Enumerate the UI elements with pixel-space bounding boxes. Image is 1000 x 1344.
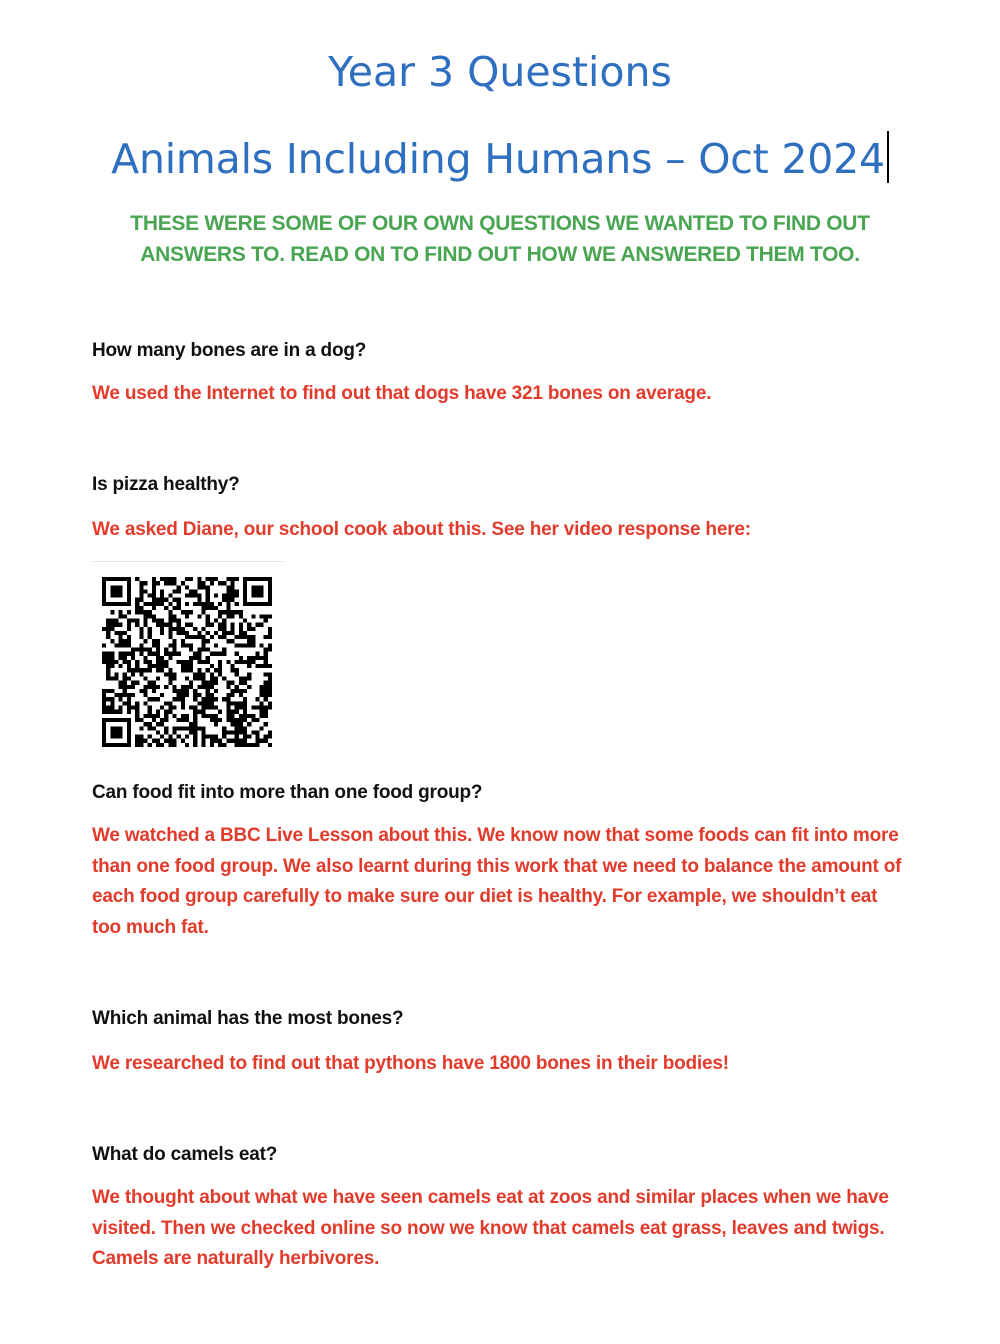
question-4: Which animal has the most bones? <box>92 1008 404 1029</box>
divider <box>92 561 284 562</box>
intro-text: THESE WERE SOME OF OUR OWN QUESTIONS WE WANTED TO FIND OUT ANSWERS TO. READ ON TO FIND OUT HOW WE ANSWERED THEM TOO. <box>130 212 870 266</box>
question-1: How many bones are in a dog? <box>92 340 367 361</box>
text-cursor <box>887 131 889 183</box>
page-title: Year 3 Questions <box>328 48 672 96</box>
question-3: Can food fit into more than one food group? <box>92 782 483 803</box>
qr-code-icon[interactable] <box>102 577 272 747</box>
subtitle-text: Animals Including Humans – Oct 2024 <box>111 135 885 183</box>
answer-4: We researched to find out that pythons have 1800 bones in their bodies! <box>92 1053 729 1074</box>
question-5: What do camels eat? <box>92 1144 278 1165</box>
question-2: Is pizza healthy? <box>92 474 240 495</box>
answer-2: We asked Diane, our school cook about this. See her video response here: <box>92 519 751 540</box>
answer-5: We thought about what we have seen camels eat at zoos and similar places when we have visited. Then we checked online so now we know that camels eat grass, leaves and twigs. Camels are naturally herbivores. <box>92 1187 889 1269</box>
answer-1: We used the Internet to find out that dogs have 321 bones on average. <box>92 383 712 404</box>
answer-3: We watched a BBC Live Lesson about this. We know now that some foods can fit into more than one food group. We also learnt during this work that we need to balance the amount of each food group carefully to make sure our diet is healthy. For example, we shouldn’t eat too much fat. <box>92 825 902 938</box>
page-subtitle <box>0 131 1000 183</box>
